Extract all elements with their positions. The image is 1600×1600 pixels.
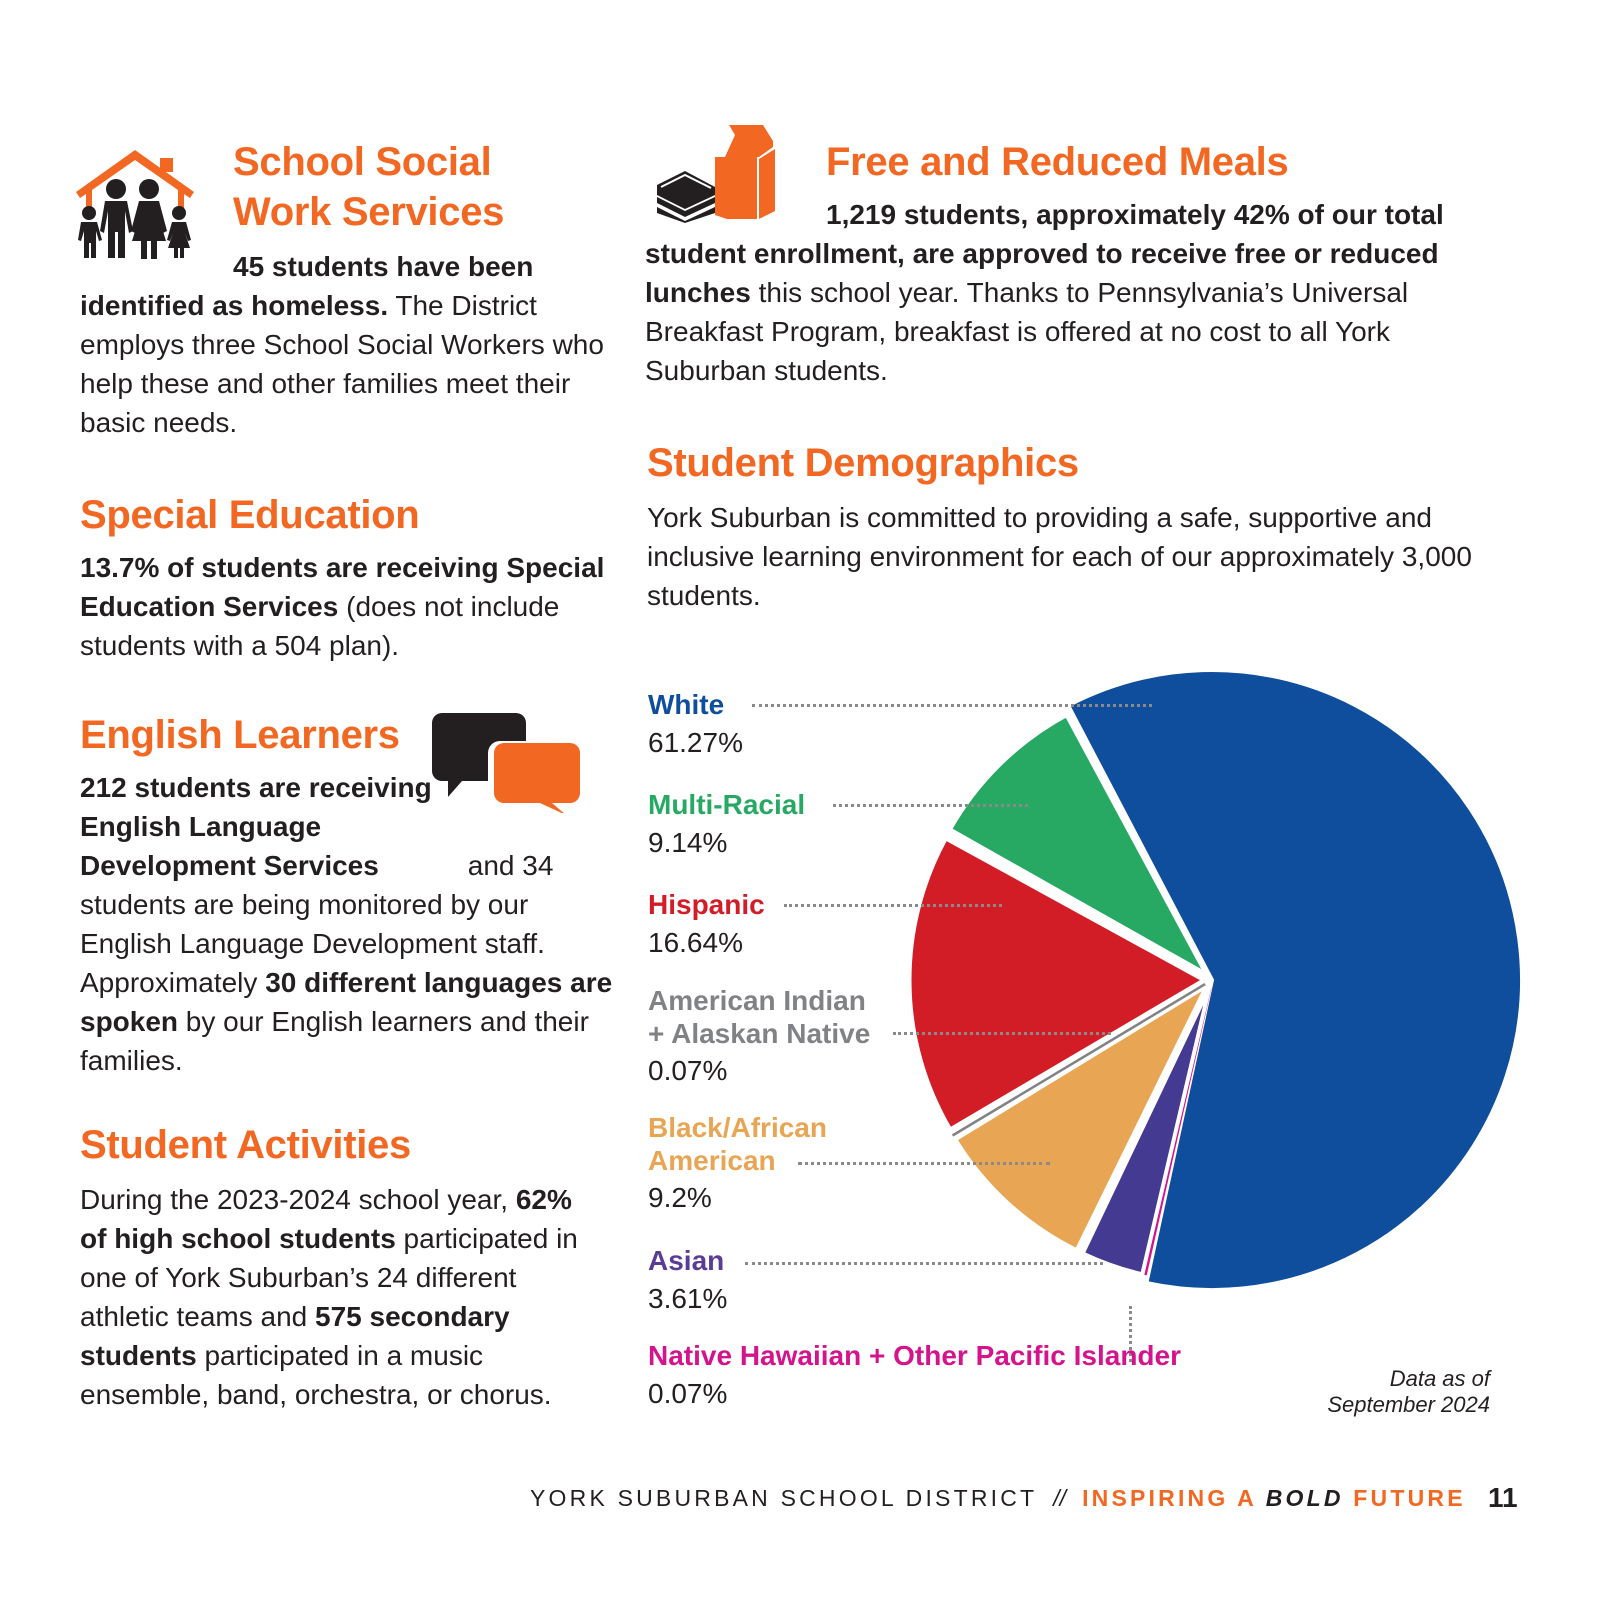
district-name: YORK SUBURBAN SCHOOL DISTRICT (530, 1485, 1038, 1511)
activities-body: During the 2023-2024 school year, 62% of high school students participated in one of York Suburban’s 24 different athletic teams and 575 secondary students participated in a music ensemble, band, orchestra, or chorus. (80, 1184, 578, 1410)
english-learners-title: English Learners (80, 713, 400, 757)
legend-value-black-african-american: 9.2% (648, 1182, 712, 1213)
demographics-title: Student Demographics (647, 441, 1079, 485)
legend-label-multi-racial: Multi-Racial (648, 789, 806, 820)
social-work-highlight: 45 students have been identified as homeless. (80, 251, 534, 321)
legend-label-hispanic: Hispanic (648, 889, 765, 920)
english-learners-body: 212 students are receiving English Language Development Services and 34 students are being monitored by our English Language Development staff. Approximately 30 different languages are spoken by our English learners and their families. (80, 772, 613, 1076)
footer-separator: // (1053, 1485, 1067, 1511)
leader-line-black-african-american (798, 1162, 1050, 1165)
page-number: 11 (1488, 1482, 1518, 1513)
legend-label-white: White (648, 689, 725, 720)
legend-value-american-indian: 0.07% (648, 1055, 728, 1086)
data-date-note: Data as of September 2024 (1327, 1366, 1490, 1417)
legend-label-american-indian: American Indian + Alaskan Native (648, 985, 871, 1049)
leader-line-white (752, 704, 1152, 707)
meals-title: Free and Reduced Meals (826, 140, 1289, 184)
activities-title: Student Activities (80, 1123, 411, 1167)
legend-value-asian: 3.61% (648, 1283, 728, 1314)
legend-value-white: 61.27% (648, 727, 743, 758)
leader-line-asian (745, 1262, 1103, 1265)
leader-line-hispanic (784, 904, 1002, 907)
special-ed-title: Special Education (80, 493, 420, 537)
special-ed-body: 13.7% of students are receiving Special Education Services (does not include students with a 504 plan). (80, 552, 605, 661)
page-footer (530, 1485, 1466, 1512)
social-work-body: 45 students have been identified as homeless. The District employs three School Social Workers who help these and other families meet their basic needs. (80, 251, 604, 438)
legend-value-multi-racial: 9.14% (648, 827, 728, 858)
leader-line-american-indian (893, 1032, 1111, 1035)
social-work-title: School Social Work Services (233, 140, 505, 234)
legend-value-hispanic: 16.64% (648, 927, 743, 958)
meals-body: 1,219 students, approximately 42% of our total student enrollment, are approved to receive free or reduced lunches this school year. Thanks to Pennsylvania’s Universal Breakfast Program, breakfast is offered at no cost to all York Suburban students. (645, 199, 1444, 386)
legend-value-nhpi: 0.07% (648, 1378, 728, 1409)
leader-line-multi-racial (833, 804, 1028, 807)
tagline: INSPIRING A BOLD FUTURE (1082, 1485, 1466, 1511)
legend-label-nhpi: Native Hawaiian + Other Pacific Islander (648, 1340, 1181, 1371)
legend-label-asian: Asian (648, 1245, 725, 1276)
legend-label-black-african-american: Black/African American (648, 1112, 827, 1176)
demographics-intro: York Suburban is committed to providing a safe, supportive and inclusive learning environment for each of our approximately 3,000 students. (647, 502, 1472, 611)
